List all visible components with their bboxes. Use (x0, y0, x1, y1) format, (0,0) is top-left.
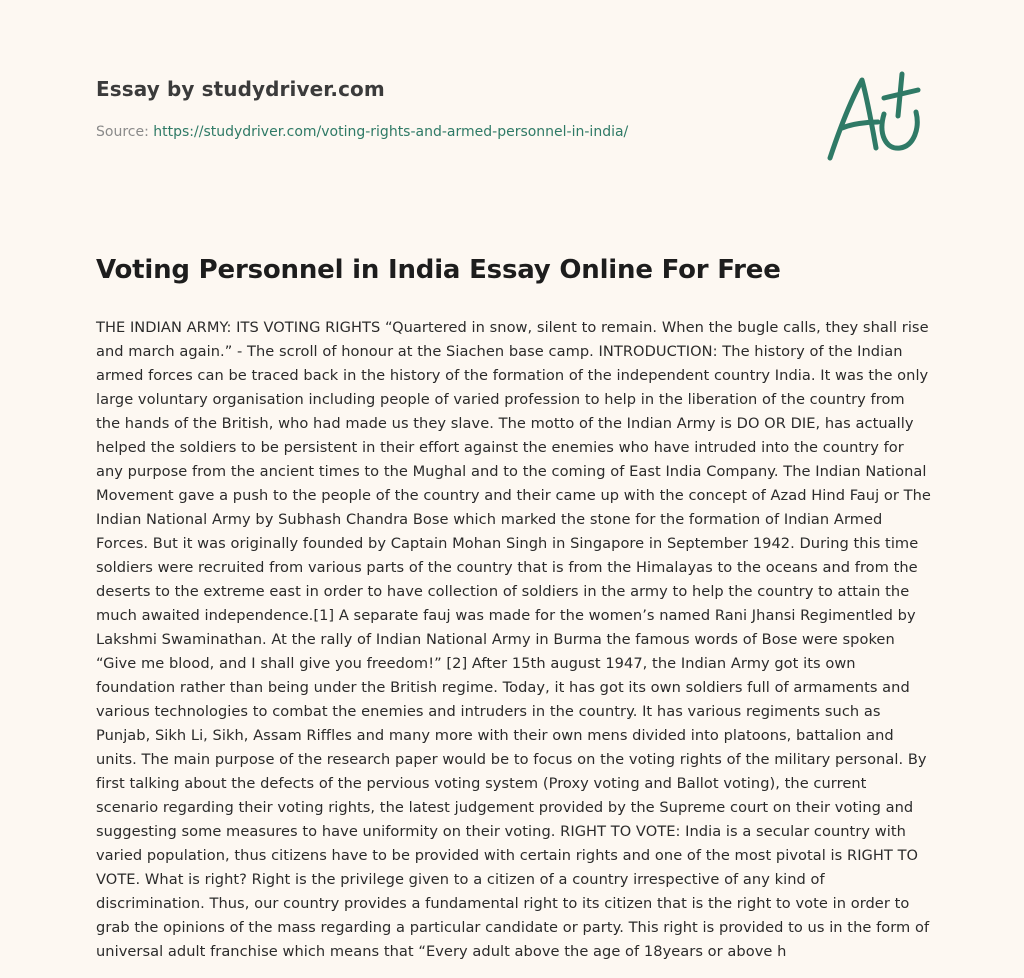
site-brand: Essay by studydriver.com (96, 77, 385, 101)
source-label: Source: (96, 124, 149, 140)
a-plus-logo-icon (822, 68, 926, 164)
source-link[interactable]: https://studydriver.com/voting-rights-and-armed-personnel-in-india/ (153, 124, 629, 140)
essay-title: Voting Personnel in India Essay Online For Free (96, 255, 781, 285)
source-line (96, 124, 628, 140)
essay-body: THE INDIAN ARMY: ITS VOTING RIGHTS “Quartered in snow, silent to remain. When the bugle calls, they shall rise and march again.” - The scroll of honour at the Siachen base camp. INTRODUCTION: The history of the Indian armed forces can be traced back in the history of the formation of the independent country India. It was the only large voluntary organisation including people of varied profession to help in the liberation of the country from the hands of the British, who had made us they slave. The motto of the Indian Army is DO OR DIE, has actually helped the soldiers to be persistent in their effort against the enemies who have intruded into the country for any purpose from the ancient times to the Mughal and to the coming of East India Company. The Indian National Movement gave a push to the people of the country and their came up with the concept of Azad Hind Fauj or The Indian National Army by Subhash Chandra Bose which marked the stone for the formation of Indian Armed Forces. But it was originally founded by Captain Mohan Singh in Singapore in September 1942. During this time soldiers were recruited from various parts of the country that is from the Himalayas to the oceans and from the deserts to the extreme east in order to have collection of soldiers in the army to help the country to attain the much awaited independence.[1] A separate fauj was made for the women’s named Rani Jhansi Regimentled by Lakshmi Swaminathan. At the rally of Indian National Army in Burma the famous words of Bose were spoken “Give me blood, and I shall give you freedom!” [2] After 15th august 1947, the Indian Army got its own foundation rather than being under the British regime. Today, it has got its own soldiers full of armaments and various technologies to combat the enemies and intruders in the country. It has various regiments such as Punjab, Sikh Li, Sikh, Assam Riffles and many more with their own mens divided into platoons, battalion and units. The main purpose of the research paper would be to focus on the voting rights of the military personal. By first talking about the defects of the pervious voting system (Proxy voting and Ballot voting), the current scenario regarding their voting rights, the latest judgement provided by the Supreme court on their voting and suggesting some measures to have uniformity on their voting. RIGHT TO VOTE: India is a secular country with varied population, thus citizens have to be provided with certain rights and one of the most pivotal is RIGHT TO VOTE. What is right? Right is the privilege given to a citizen of a country irrespective of any kind of discrimination. Thus, our country provides a fundamental right to its citizen that is the right to vote in order to grab the opinions of the mass regarding a particular candidate or party. This right is provided to us in the form of universal adult franchise which means that “Every adult above the age of 18years or above h (96, 319, 931, 960)
